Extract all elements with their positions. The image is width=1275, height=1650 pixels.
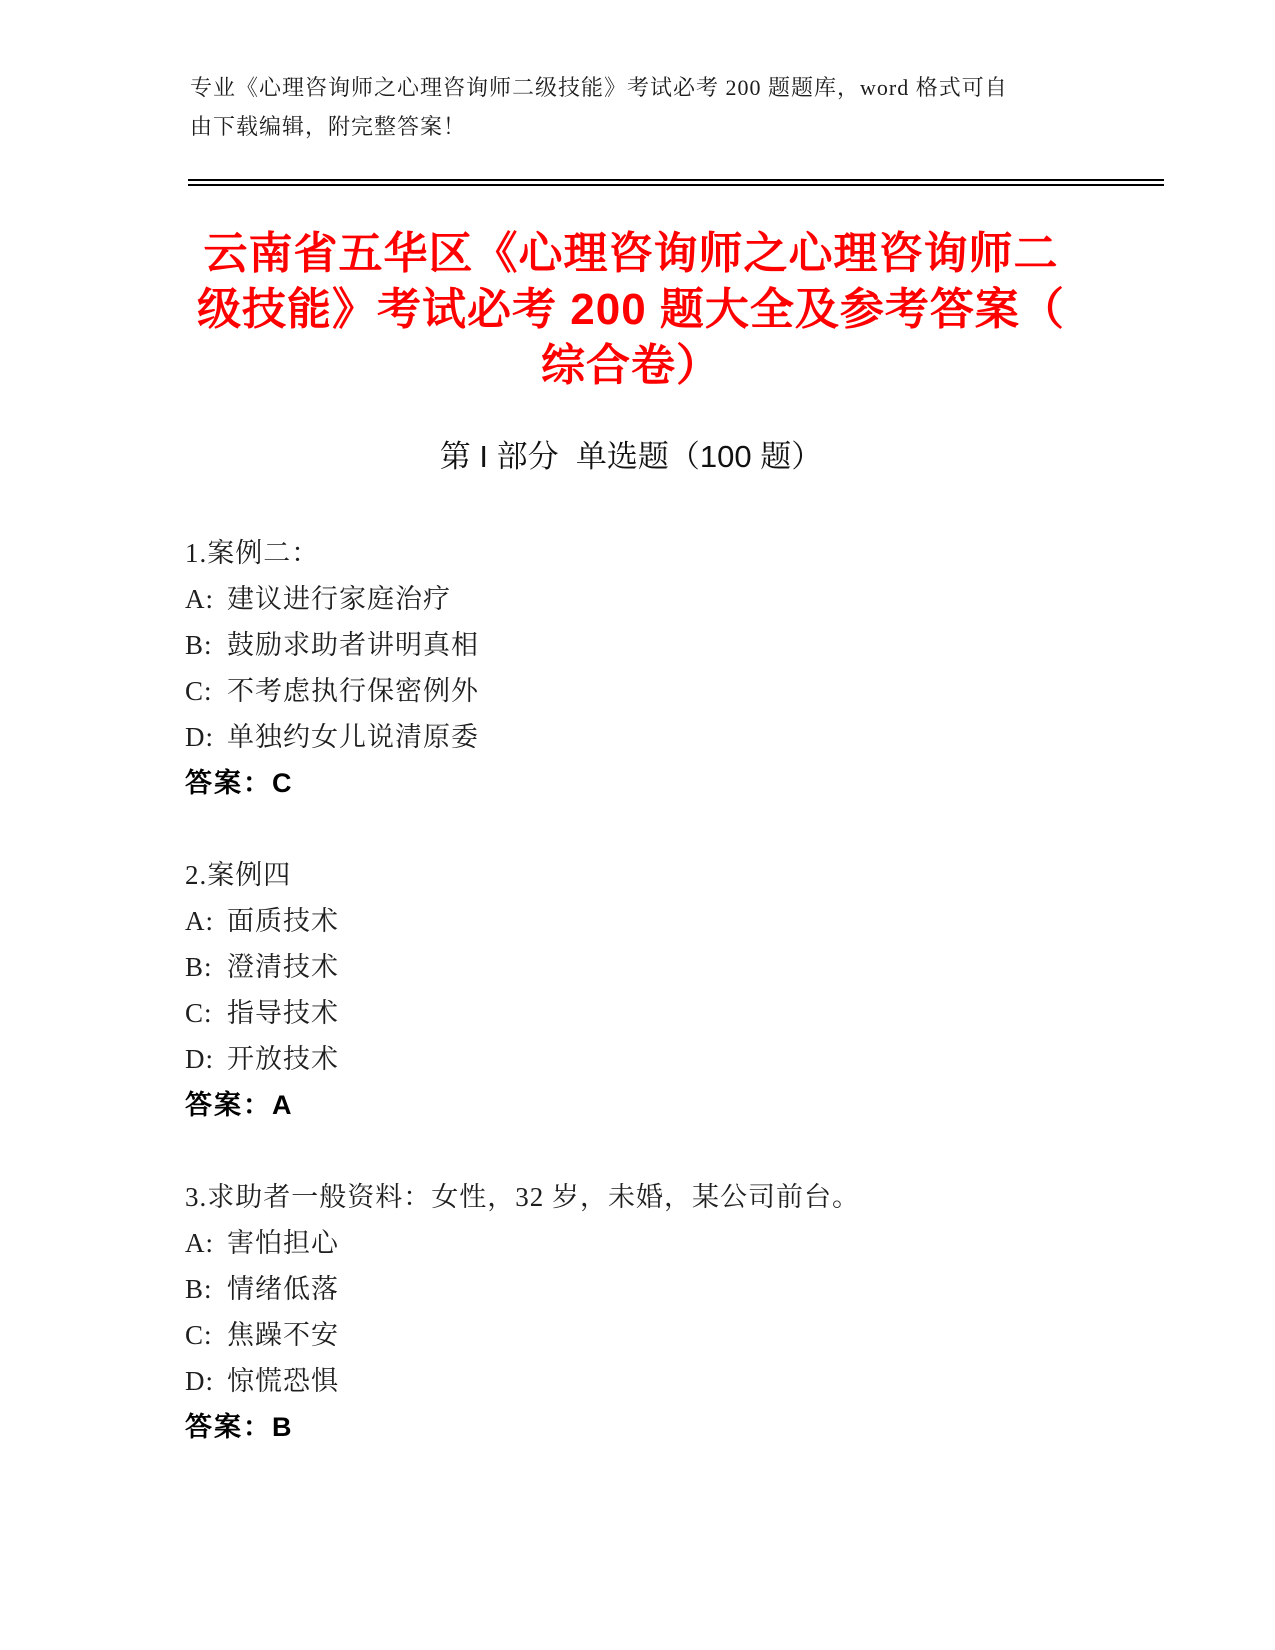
option-label: C: [185,1320,213,1350]
option-text: 建议进行家庭治疗 [227,584,451,614]
option-label: A: [185,906,214,936]
option-text: 澄清技术 [227,952,339,982]
option-text: 开放技术 [227,1044,339,1074]
option-text: 面质技术 [227,906,339,936]
double-rule-divider [188,179,1164,186]
question-stem: 2.案例四 [185,860,292,890]
option-label: B: [185,952,213,982]
option-row-d [185,1358,1090,1404]
page-title-line: 云南省五华区《心理咨询师之心理咨询师二 [203,229,1059,278]
header-note [190,68,1095,146]
option-row-c [185,1312,1090,1358]
option-row-c [185,668,1090,714]
option-row-a [185,576,1090,622]
option-row-b [185,944,1090,990]
option-text: 焦躁不安 [227,1320,339,1350]
option-text: 害怕担心 [227,1228,339,1258]
option-text: 不考虑执行保密例外 [227,676,479,706]
option-label: C: [185,676,213,706]
question-block-3 [185,1174,1090,1450]
option-label: D: [185,722,214,752]
option-label: D: [185,1044,214,1074]
answer-line: 答案：A [185,1090,294,1120]
page-title-line: 综合卷） [541,341,721,390]
section-heading: 第 I 部分 单选题（100 题） [439,439,823,474]
option-text: 情绪低落 [227,1274,339,1304]
option-label: D: [185,1366,214,1396]
question-block-1 [185,530,1090,806]
option-row-c [185,990,1090,1036]
header-note-line: 专业《心理咨询师之心理咨询师二级技能》考试必考 200 题题库，word 格式可自 [190,75,1008,100]
answer-line: 答案：C [185,768,294,798]
answer-line: 答案：B [185,1412,294,1442]
page-title-line: 级技能》考试必考 200 题大全及参考答案（ [197,285,1065,334]
option-label: A: [185,1228,214,1258]
option-row-d [185,1036,1090,1082]
question-block-2 [185,852,1090,1128]
option-row-a [185,1220,1090,1266]
option-text: 惊慌恐惧 [227,1366,339,1396]
option-label: A: [185,584,214,614]
question-stem: 3.求助者一般资料：女性，32 岁，未婚，某公司前台。 [185,1182,860,1212]
question-stem: 1.案例二： [185,538,320,568]
page-title [185,226,1077,394]
option-label: C: [185,998,213,1028]
option-row-a [185,898,1090,944]
option-label: B: [185,630,213,660]
option-text: 单独约女儿说清原委 [227,722,479,752]
option-text: 鼓励求助者讲明真相 [227,630,479,660]
option-row-b [185,622,1090,668]
option-row-d [185,714,1090,760]
option-label: B: [185,1274,213,1304]
option-row-b [185,1266,1090,1312]
header-note-line: 由下载编辑，附完整答案！ [190,114,467,139]
option-text: 指导技术 [227,998,339,1028]
